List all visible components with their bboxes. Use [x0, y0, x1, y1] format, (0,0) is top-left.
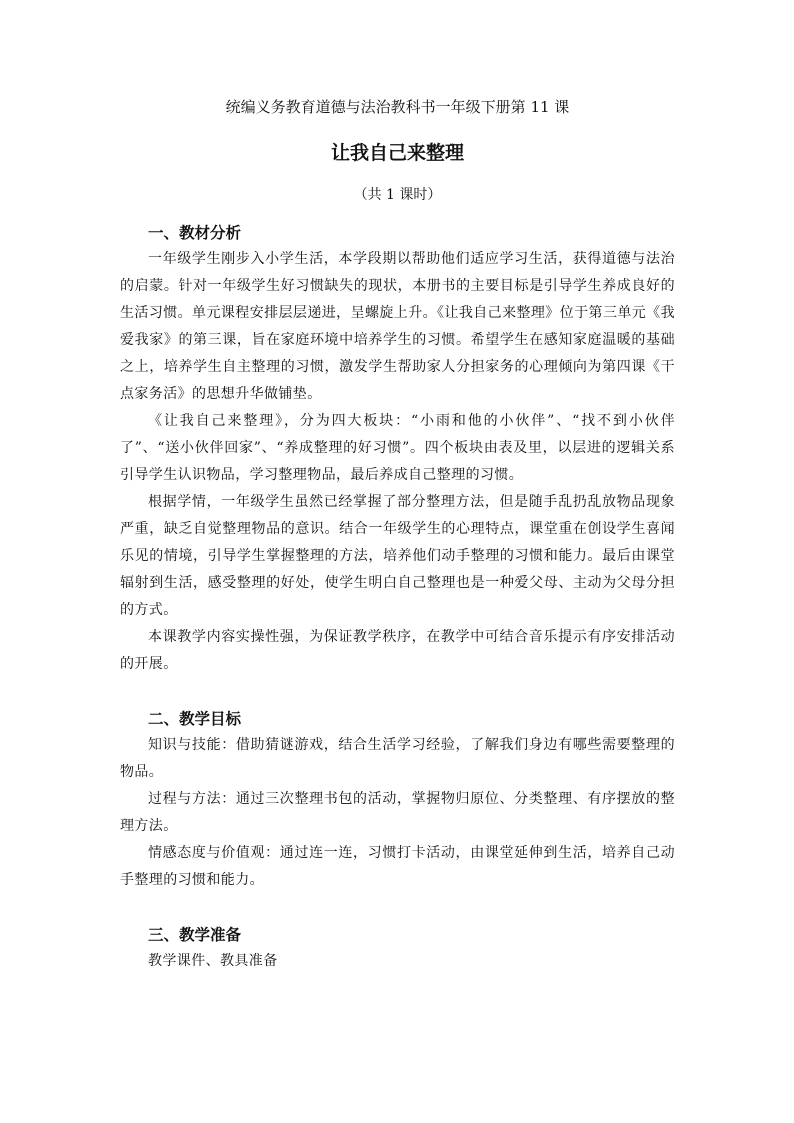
section-gap	[120, 678, 675, 706]
paragraph: 情感态度与价值观：通过连一连，习惯打卡活动，由课堂延伸到生活，培养自己动手整理的习惯和能力。	[120, 845, 675, 888]
section-teaching-objectives	[120, 706, 675, 894]
section-heading: 三、教学准备	[148, 925, 242, 944]
section-gap	[120, 894, 675, 922]
document-title: 让我自己来整理	[330, 142, 464, 164]
document-page	[120, 96, 675, 975]
section-heading: 二、教学目标	[148, 709, 242, 728]
paragraph: 知识与技能：借助猜谜游戏，结合生活学习经验，了解我们身边有哪些需要整理的物品。	[120, 737, 675, 780]
paragraph: 过程与方法：通过三次整理书包的活动，掌握物归原位、分类整理、有序摆放的整理方法。	[120, 791, 675, 834]
paragraph: 根据学情，一年级学生虽然已经掌握了部分整理方法，但是随手乱扔乱放物品现象严重，缺乏自觉整理物品的意识。结合一年级学生的心理特点，课堂重在创设学生喜闻乐见的情境，引导学生掌握整理的方法，培养他们动手整理的习惯和能力。最后由课堂辐射到生活，感受整理的好处，使学生明白自己整理也是一种爱父母、主动为父母分担的方式。	[120, 494, 675, 618]
section-heading: 一、教材分析	[148, 223, 242, 242]
paragraph: 《让我自己来整理》，分为四大板块：“小雨和他的小伙伴”、“找不到小伙伴了”、“送小伙伴回家”、“养成整理的好习惯”。四个板块由表及里，以层进的逻辑关系引导学生认识物品，学习整理物品，最后养成自己整理的习惯。	[120, 413, 675, 483]
section-teaching-preparation	[120, 922, 675, 975]
document-subtitle: 统编义务教育道德与法治教科书一年级下册第 11 课	[225, 98, 570, 116]
paragraph: 教学课件、教具准备	[148, 953, 278, 969]
section-textbook-analysis	[120, 220, 675, 678]
lesson-hours: （共 1 课时）	[353, 187, 442, 203]
paragraph: 本课教学内容实操性强，为保证教学秩序，在教学中可结合音乐提示有序安排活动的开展。	[120, 629, 675, 672]
paragraph: 一年级学生刚步入小学生活，本学段期以帮助他们适应学习生活，获得道德与法治的启蒙。针对一年级学生好习惯缺失的现状，本册书的主要目标是引导学生养成良好的生活习惯。单元课程安排层层递进，呈螺旋上升。《让我自己来整理》位于第三单元《我爱我家》的第三课，旨在家庭环境中培养学生的习惯。希望学生在感知家庭温暖的基础之上，培养学生自主整理的习惯，激发学生帮助家人分担家务的心理倾向为第四课《干点家务活》的思想升华做铺垫。	[120, 251, 675, 402]
